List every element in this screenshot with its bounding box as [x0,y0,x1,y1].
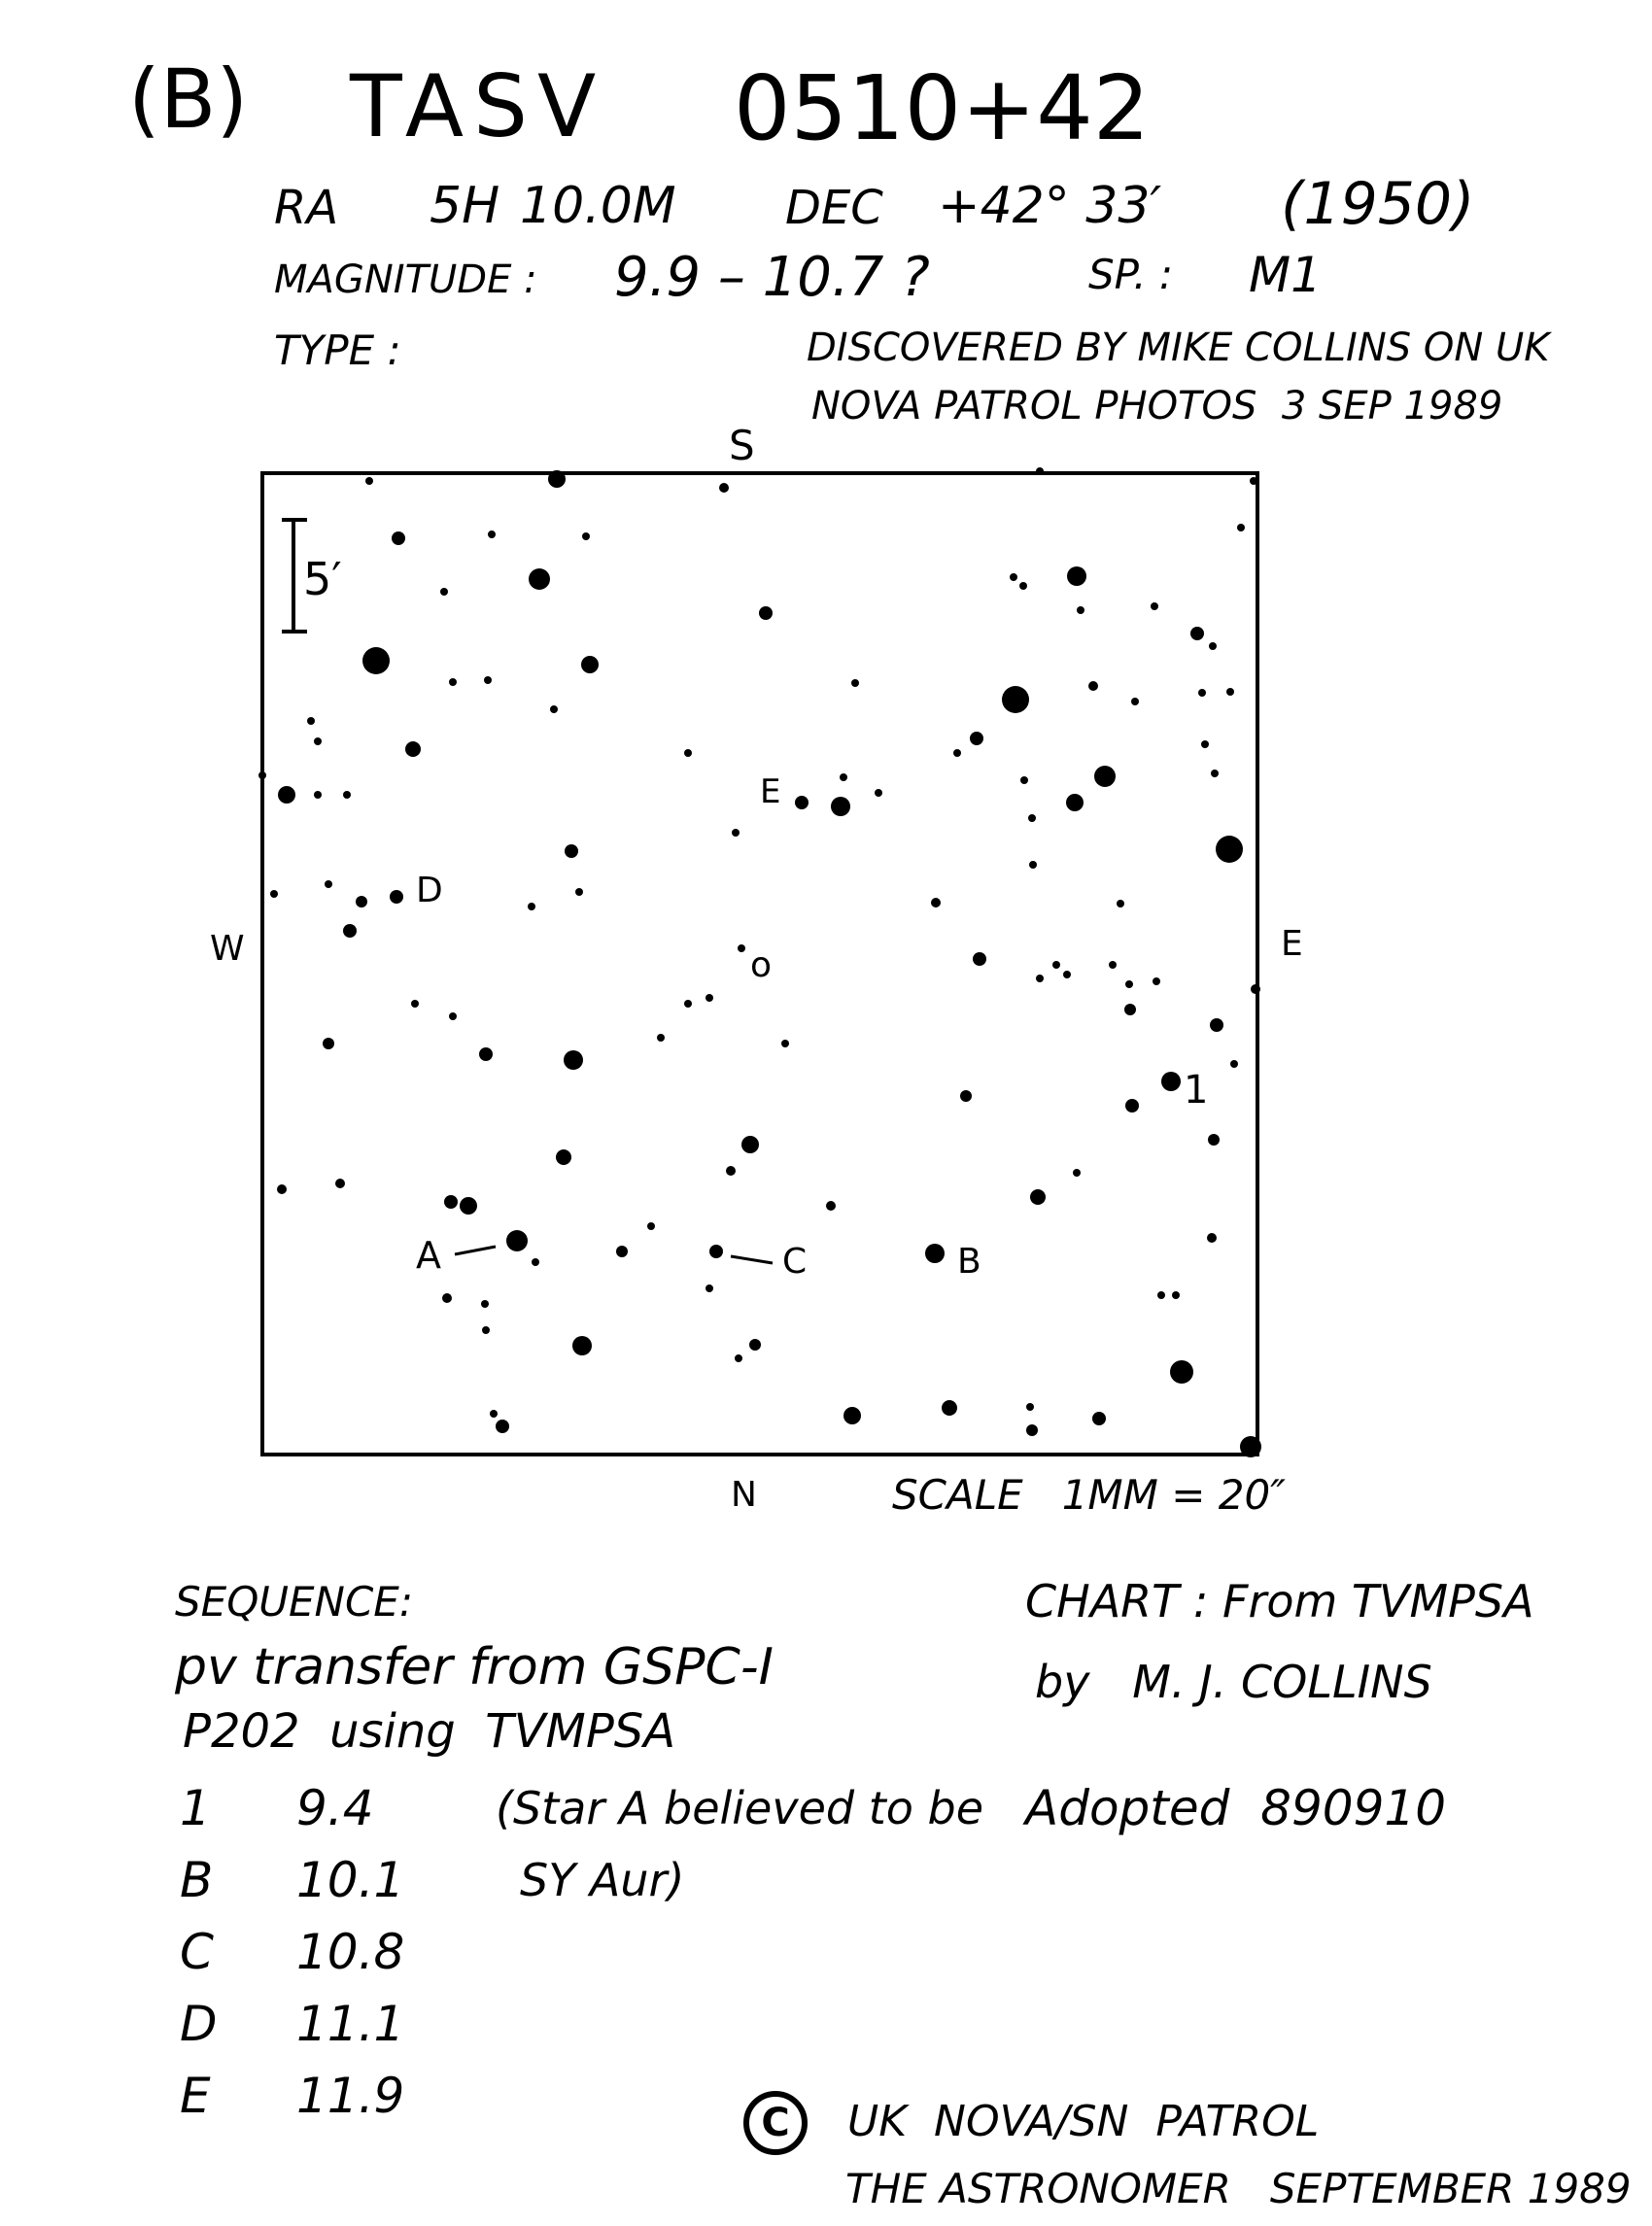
star-dot [735,1354,742,1362]
star-dot [1240,1436,1261,1457]
sequence-star-magnitude: 9.4 [296,1780,374,1836]
star-dot [556,1149,571,1165]
star-dot [1002,686,1029,713]
star-dot [532,1258,539,1266]
star-dot [496,1420,509,1433]
star-dot [1251,984,1260,994]
sequence-row [180,2068,530,2126]
star-dot [726,1166,736,1176]
direction-north: N [731,1475,757,1515]
star-dot [488,531,496,538]
sequence-star-label: C [180,1924,214,1980]
star-dot [484,676,492,684]
type-label: TYPE : [274,326,401,374]
star-dot [529,568,550,590]
star-dot [738,944,745,952]
star-dot [449,678,457,686]
star-dot [1157,1291,1165,1299]
star-dot [843,1407,861,1424]
star-dot [1207,1233,1217,1243]
star-dot [411,1000,419,1008]
star-dot [1094,766,1116,787]
star-dot [1019,582,1027,590]
star-dot [440,588,448,596]
star-dot [442,1293,452,1303]
star-dot [528,903,535,910]
star-dot [278,786,295,804]
sequence-row [180,1996,530,2054]
star-dot [1077,606,1084,614]
discovery-line-2: NOVA PATROL PHOTOS 3 SEP 1989 [811,384,1503,428]
sequence-star-magnitude: 11.1 [296,1996,405,2052]
star-dot [1066,794,1084,811]
star-dot [1151,602,1158,610]
star-dot [647,1222,655,1230]
comparison-label-d: D [416,871,443,910]
star-dot [925,1244,945,1263]
star-dot [1230,1060,1238,1068]
copyright-symbol: C [761,2101,790,2145]
variable-name: TASV [350,56,606,156]
comparison-label-b: B [957,1242,981,1282]
star-dot [575,888,583,896]
discovery-line-1: DISCOVERED BY MIKE COLLINS ON UK [807,325,1550,370]
star-dot [795,796,809,809]
star-dot [942,1400,957,1416]
star-dot [1209,642,1217,650]
star-dot [1124,1004,1136,1015]
star-dot [759,606,773,620]
sequence-row [180,1852,530,1910]
comparison-label-c: C [782,1242,808,1282]
star-dot [1170,1360,1193,1384]
star-dot [1226,688,1234,696]
star-dot [749,1339,761,1351]
star-dot [343,924,357,938]
star-dot [325,880,332,888]
star-dot [277,1184,287,1194]
comparison-label-a: A [416,1234,441,1277]
chart-prefix: (B) [128,51,249,147]
star-dot [1067,566,1086,586]
star-dot [550,705,558,713]
star-dot [582,532,590,540]
star-dot [706,1284,713,1292]
comparison-pointer-c [731,1256,773,1263]
star-dot [392,531,405,545]
star-dot [1237,524,1245,531]
star-dot [1063,971,1071,978]
sequence-row [180,1924,530,1982]
star-dot [1010,573,1017,581]
sequence-note-1: (Star A believed to be [496,1782,984,1834]
star-dot [1190,627,1204,640]
dec-label: DEC [785,181,883,235]
star-dot [732,829,740,837]
sequence-note-2: SY Aur) [520,1854,685,1906]
star-dot [314,737,322,745]
sequence-line-2: P202 using TVMPSA [183,1704,676,1759]
ra-hours: 5H [430,177,500,235]
star-dot [1198,689,1206,697]
sequence-star-magnitude: 10.8 [296,1924,405,1980]
comparison-label-e: E [760,772,781,811]
star-dot [1109,961,1117,969]
star-dot [506,1230,528,1251]
star-dot [343,791,351,799]
star-dot [564,1050,583,1070]
spectral-label: SP. : [1088,251,1174,298]
star-dot [781,1040,789,1047]
scale-bar-label: 5′ [303,553,342,605]
star-dot [1216,836,1243,863]
star-dot [1026,1424,1038,1436]
star-dot [1210,1018,1223,1032]
sequence-star-magnitude: 11.9 [296,2068,405,2124]
star-dot [405,741,421,757]
star-dot [657,1034,665,1042]
star-dot [970,732,983,745]
star-dot [960,1090,972,1102]
star-dot [1131,698,1139,705]
star-dot [1161,1072,1181,1091]
sequence-line-1: pv transfer from GSPC-I [175,1638,774,1696]
star-dot [572,1336,592,1355]
epoch: (1950) [1281,170,1475,238]
star-dot [1036,467,1044,475]
star-dot [481,1300,489,1308]
star-dot [826,1201,836,1211]
star-dot [931,898,941,908]
patrol-credit: UK NOVA/SN PATROL [847,2097,1320,2146]
sequence-star-magnitude: 10.1 [296,1852,405,1908]
star-dot [362,647,390,674]
chart-credit-line-2: by M. J. COLLINS [1035,1656,1432,1708]
star-dot [548,470,566,488]
star-dot [490,1410,498,1418]
star-dot [1029,861,1037,869]
star-dot [851,679,859,687]
star-dot [565,844,578,858]
adopted-date: Adopted 890910 [1025,1780,1447,1836]
star-dot [460,1197,477,1215]
ra-label: RA [274,181,339,235]
star-dot [840,773,847,781]
magnitude-label: MAGNITUDE : [274,257,537,302]
magnitude-value: 9.9 – 10.7 ? [614,246,930,309]
star-dot [1250,477,1257,485]
star-dot [1052,961,1060,969]
star-dot [307,717,315,725]
comparison-label-1: 1 [1184,1068,1209,1113]
star-dot [953,749,961,757]
star-dot [356,896,367,908]
star-dot [444,1195,458,1209]
star-dot [1153,977,1160,985]
star-dot [741,1136,759,1153]
sequence-star-label: E [180,2068,211,2124]
chart-credit-line-1: CHART : From TVMPSA [1025,1575,1534,1627]
sequence-heading: SEQUENCE: [175,1578,413,1626]
star-dot [1125,980,1133,988]
star-dot [449,1012,457,1020]
star-dot [1088,681,1098,691]
star-dot [314,791,322,799]
publication-credit: THE ASTRONOMER SEPTEMBER 1989 [845,2165,1632,2212]
direction-east: E [1281,924,1303,964]
star-dot [709,1245,723,1258]
star-dot [390,890,403,904]
star-dot [1028,814,1036,822]
star-dot [684,1000,692,1008]
sequence-star-label: D [180,1996,218,2052]
sequence-star-label: B [180,1852,214,1908]
variable-star-marker: o [750,945,773,985]
star-dot [1036,975,1044,982]
sequence-star-label: 1 [180,1780,211,1836]
star-dot [616,1246,628,1257]
direction-south: S [729,422,755,469]
star-dot [335,1179,345,1188]
star-dot [719,483,729,493]
star-dot [323,1038,334,1049]
sequence-row [180,1780,530,1838]
star-dot [831,797,850,816]
chart-scale: SCALE 1MM = 20″ [892,1471,1286,1519]
star-dot [270,890,278,898]
star-dot [1026,1403,1034,1411]
dec-value: +42° 33′ [938,177,1162,235]
star-dot [365,477,373,485]
star-dot [258,771,266,779]
star-dot [706,994,713,1002]
star-dot [684,749,692,757]
star-dot [1092,1412,1106,1425]
star-dot [1020,776,1028,784]
star-dot [1073,1169,1081,1177]
star-dot [1125,1099,1139,1113]
star-dot [581,656,599,673]
comparison-pointer-a [455,1247,496,1254]
star-dot [1030,1189,1046,1205]
star-dot [1172,1291,1180,1299]
star-dot [479,1047,493,1061]
star-dot [1208,1134,1220,1146]
spectral-value: M1 [1249,247,1322,303]
variable-designation: 0510+42 [734,56,1151,160]
star-dot [1201,740,1209,748]
star-dot [482,1326,490,1334]
star-dot [875,789,882,797]
star-dot [973,952,986,966]
copyright-icon [743,2091,808,2155]
star-dot [1211,770,1219,777]
star-dot [1117,900,1124,908]
direction-west: W [210,929,245,969]
ra-minutes: 10.0M [520,177,676,235]
